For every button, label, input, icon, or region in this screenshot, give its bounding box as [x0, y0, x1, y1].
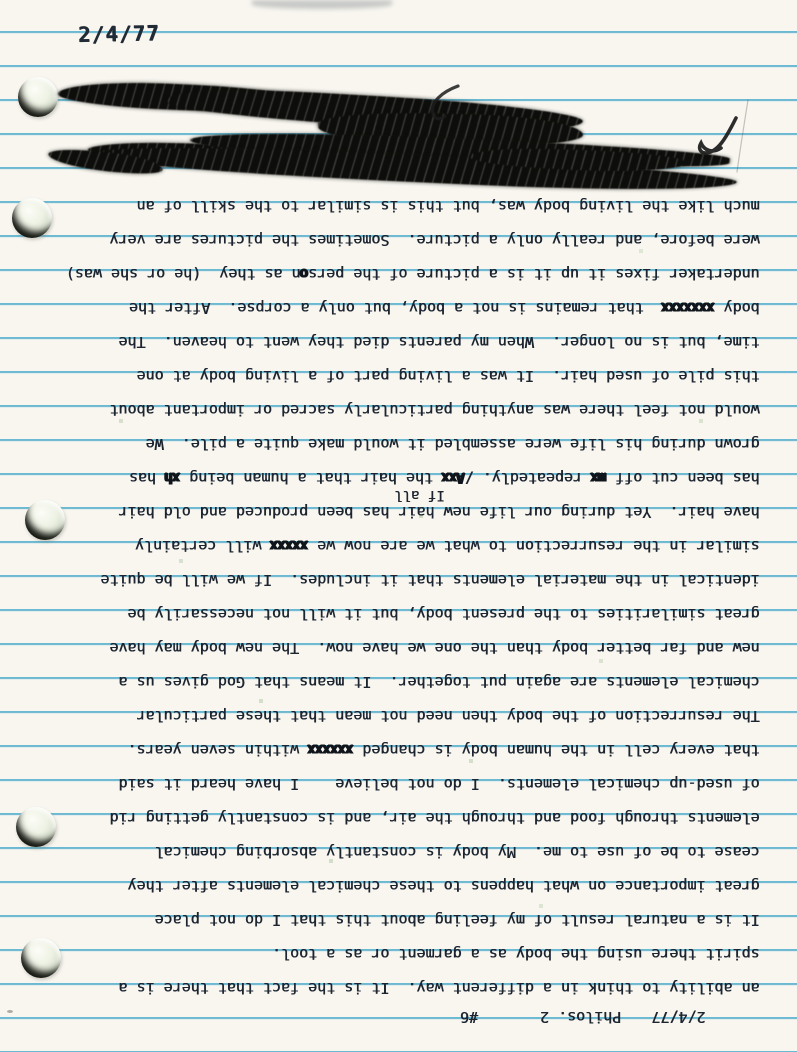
typed-line: spirit there using the body as a garment or as a tool. — [272, 945, 760, 963]
typed-line: cease to be of use to me. My body is constantly absorbing chemical — [154, 843, 760, 861]
overtyped-correction: mx — [591, 469, 607, 487]
typed-line: that every cell in the human body is changed xxxxxx within seven years. — [127, 741, 760, 759]
typed-header-course: Philos. 2 — [540, 1008, 622, 1026]
typed-header-number: #6 — [460, 1008, 479, 1026]
typed-line: an ability to think in a different way. It is the fact that there is a — [118, 979, 760, 997]
typed-line: were before, and really only a picture. Sometimes the pictures are very — [109, 231, 760, 249]
handwritten-date: 2/4/77 — [77, 21, 161, 47]
typed-line: identical in the material elements that it includes. If we will be quite — [100, 571, 760, 589]
typed-line: similar in the resurrection to what we are now we xxxxx will certainly — [135, 537, 760, 555]
typed-line: time, but is no longer. When my parents died they went to heaven. The — [118, 333, 760, 351]
typed-line: would not feel there was anything particularly sacred or important about — [109, 401, 760, 419]
overtyped-correction: o — [300, 265, 309, 283]
typed-line: this pile of used hair. It was a living part of a living body at one — [136, 367, 760, 385]
overtyped-correction: xxxxxxx — [662, 299, 715, 317]
typed-line: great importance on what happens to these chemical elements after they — [127, 877, 760, 895]
interlinear-insert: If all — [394, 487, 445, 503]
typed-line: great similarities to the present body, but it will not necessarily be — [127, 605, 760, 623]
typed-line: much like the living body was, but this is similar to the skill of an — [136, 197, 760, 215]
overtyped-correction: xh — [165, 469, 181, 487]
typed-line: elements through food and through the air, and is constantly getting rid — [109, 809, 760, 827]
typed-line: undertaker fixes it up it is a picture of the person as they (he or she was) — [66, 265, 760, 283]
typed-line: of used-up chemical elements. I do not believe I have heard it said — [118, 775, 760, 793]
overtyped-correction: Axx — [442, 469, 465, 487]
typed-line: The resurrection of the body then need not mean that these particular — [136, 707, 760, 725]
typed-header — [460, 990, 760, 1044]
overtyped-correction: xxxxxx — [308, 741, 354, 759]
overtyped-correction: xxxxx — [270, 537, 309, 555]
typed-line: have hair. Yet during our life new hair has been produced and old hair — [118, 503, 760, 521]
typed-header-date: 2/4/77 — [651, 1008, 706, 1026]
typed-line: body xxxxxxx that remains is not a body, but only a corpse. After the — [129, 299, 760, 317]
typed-line: new and far better body than the one we have now. The new body may have — [109, 639, 760, 657]
typed-line: has been cut off mx repeatedly. /Axx the hair that a human being xh has — [129, 469, 760, 487]
typed-line: It is a natural result of my feeling about this that I do not place — [154, 911, 760, 929]
typed-line: chemical elements are again put together. It means that God gives us a — [118, 673, 760, 691]
typed-line: grown during his life were assembled it would make quite a pile. We — [145, 435, 760, 453]
